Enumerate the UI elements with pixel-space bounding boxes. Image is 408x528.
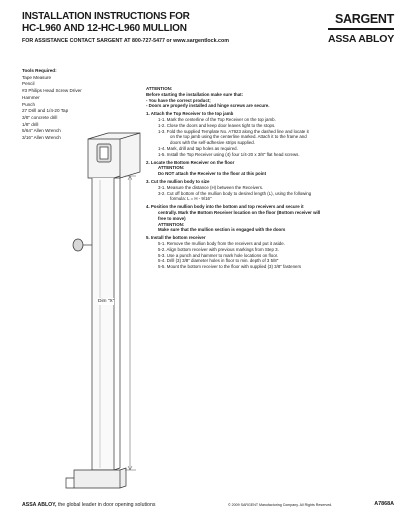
- title-line-2: HC-L960 AND 12-HC-L960 MULLION: [22, 23, 187, 34]
- step-1-heading: 1. Attach the Top Receiver to the top jamb: [146, 111, 234, 117]
- step-item: 3-1. Measure the distance (H) between the Receivers.: [158, 184, 264, 190]
- attention-item: - Doors are properly installed and hinge screws are secure.: [146, 103, 270, 109]
- tool-item: Pencil: [22, 81, 35, 87]
- step-5-heading: 5. Install the bottom receiver: [146, 235, 206, 241]
- tool-item: 3/8" concrete drill: [22, 114, 58, 120]
- step-item: 5-3. Use a punch and hammer to mark hole locations on floor.: [158, 252, 279, 258]
- footer-doc-number: A7868A: [374, 501, 394, 507]
- footer-brand: ASSA ABLOY,: [22, 502, 57, 508]
- step-item: 1-3. Fold the supplied Template No. A7923 along the dashed line and locate it: [158, 128, 309, 134]
- step-4-attention-label: ATTENTION:: [158, 221, 185, 227]
- dimension-label: Dim "X": [98, 299, 115, 304]
- tool-item: 27 Drill and 1/4-20 Tap: [22, 108, 69, 114]
- step-item-cont: doors with the self-adhesive strips supplied.: [170, 140, 255, 146]
- tools-heading: Tools Required:: [22, 68, 57, 73]
- assistance-line: FOR ASSISTANCE CONTACT SARGENT AT 800-727-5477 or www.sargentlock.com: [22, 38, 229, 44]
- step-item: 1-4. Mark, drill and tap holes as required.: [158, 145, 238, 151]
- tool-item: 5/64" Allen Wrench: [22, 128, 61, 134]
- tool-item: 3/16" Allen Wrench: [22, 135, 61, 141]
- step-item: 1-2. Close the doors and keep door leaves tight to the stops.: [158, 122, 276, 128]
- step-item: 5-2. Align bottom receiver with previous markings from Step 3.: [158, 246, 279, 252]
- instructions-column: [146, 86, 391, 270]
- step-item-cont: formula: L = H - 9/16": [170, 196, 212, 202]
- step-2-heading: 2. Locate the Bottom Receiver on the floor: [146, 159, 235, 165]
- tool-item: Tape Measure: [22, 74, 52, 80]
- step-3-heading: 3. Cut the mullion body to size: [146, 178, 210, 184]
- step-4-attention-note: Make sure that the mullion section is engaged with the doors: [158, 227, 286, 233]
- tool-item: 1/8" drill: [22, 121, 39, 127]
- footer-copyright: © 2009 SARGENT Manufacturing Company. All Rights Reserved.: [228, 503, 333, 507]
- footer-tagline: [22, 502, 155, 508]
- step-item: 3-2. Cut off bottom of the mullion body to desired length (L), using the following: [158, 190, 312, 196]
- footer-tagline-text: the global leader in door opening solutions: [56, 502, 156, 508]
- step-item: 1-1. Mark the centerline of the Top Receiver on the top jamb.: [158, 116, 276, 122]
- step-item-cont: on the top jamb using the centerline marked. Attach it to the frame and: [170, 134, 307, 140]
- attention-item: - You have the correct product;: [146, 97, 211, 103]
- step-item: 5-4. Drill (3) 3/8" diameter holes in floor to min. depth of 3 5/8": [158, 258, 279, 264]
- step-item: 1-5. Install the Top Receiver using (4) four 1/4-20 x 3/8" flat head screws.: [158, 151, 300, 157]
- brand-sargent: SARGENT: [328, 12, 394, 30]
- step-4-heading-cont: centrally. Mark the Bottom Receiver location on the floor (Bottom receiver will: [158, 209, 321, 215]
- step-4-heading: 4. Position the mullion body into the bottom and top receivers and secure it: [146, 204, 304, 210]
- step-item: 5-1. Remove the mullion body from the receivers and put it aside.: [158, 240, 285, 246]
- brand-assa-abloy: ASSA ABLOY: [327, 33, 394, 45]
- step-2-attention-note: Do NOT attach the Receiver to the floor at this point: [158, 171, 267, 177]
- attention-label: ATTENTION:: [146, 86, 173, 91]
- step-4-heading-cont: free to move): [158, 215, 186, 221]
- tool-item: #3 Philips Head Screw Driver: [22, 88, 82, 94]
- step-item: 5-5. Mount the bottom receiver to the floor with supplied (3) 3/8" fasteners: [158, 264, 302, 270]
- step-2-attention-label: ATTENTION:: [158, 165, 185, 171]
- tool-item: Hammer: [22, 94, 40, 100]
- attention-intro: Before starting the installation make sure that:: [146, 91, 244, 97]
- tool-item: Punch: [22, 101, 36, 107]
- title-line-1: INSTALLATION INSTRUCTIONS FOR: [22, 11, 190, 22]
